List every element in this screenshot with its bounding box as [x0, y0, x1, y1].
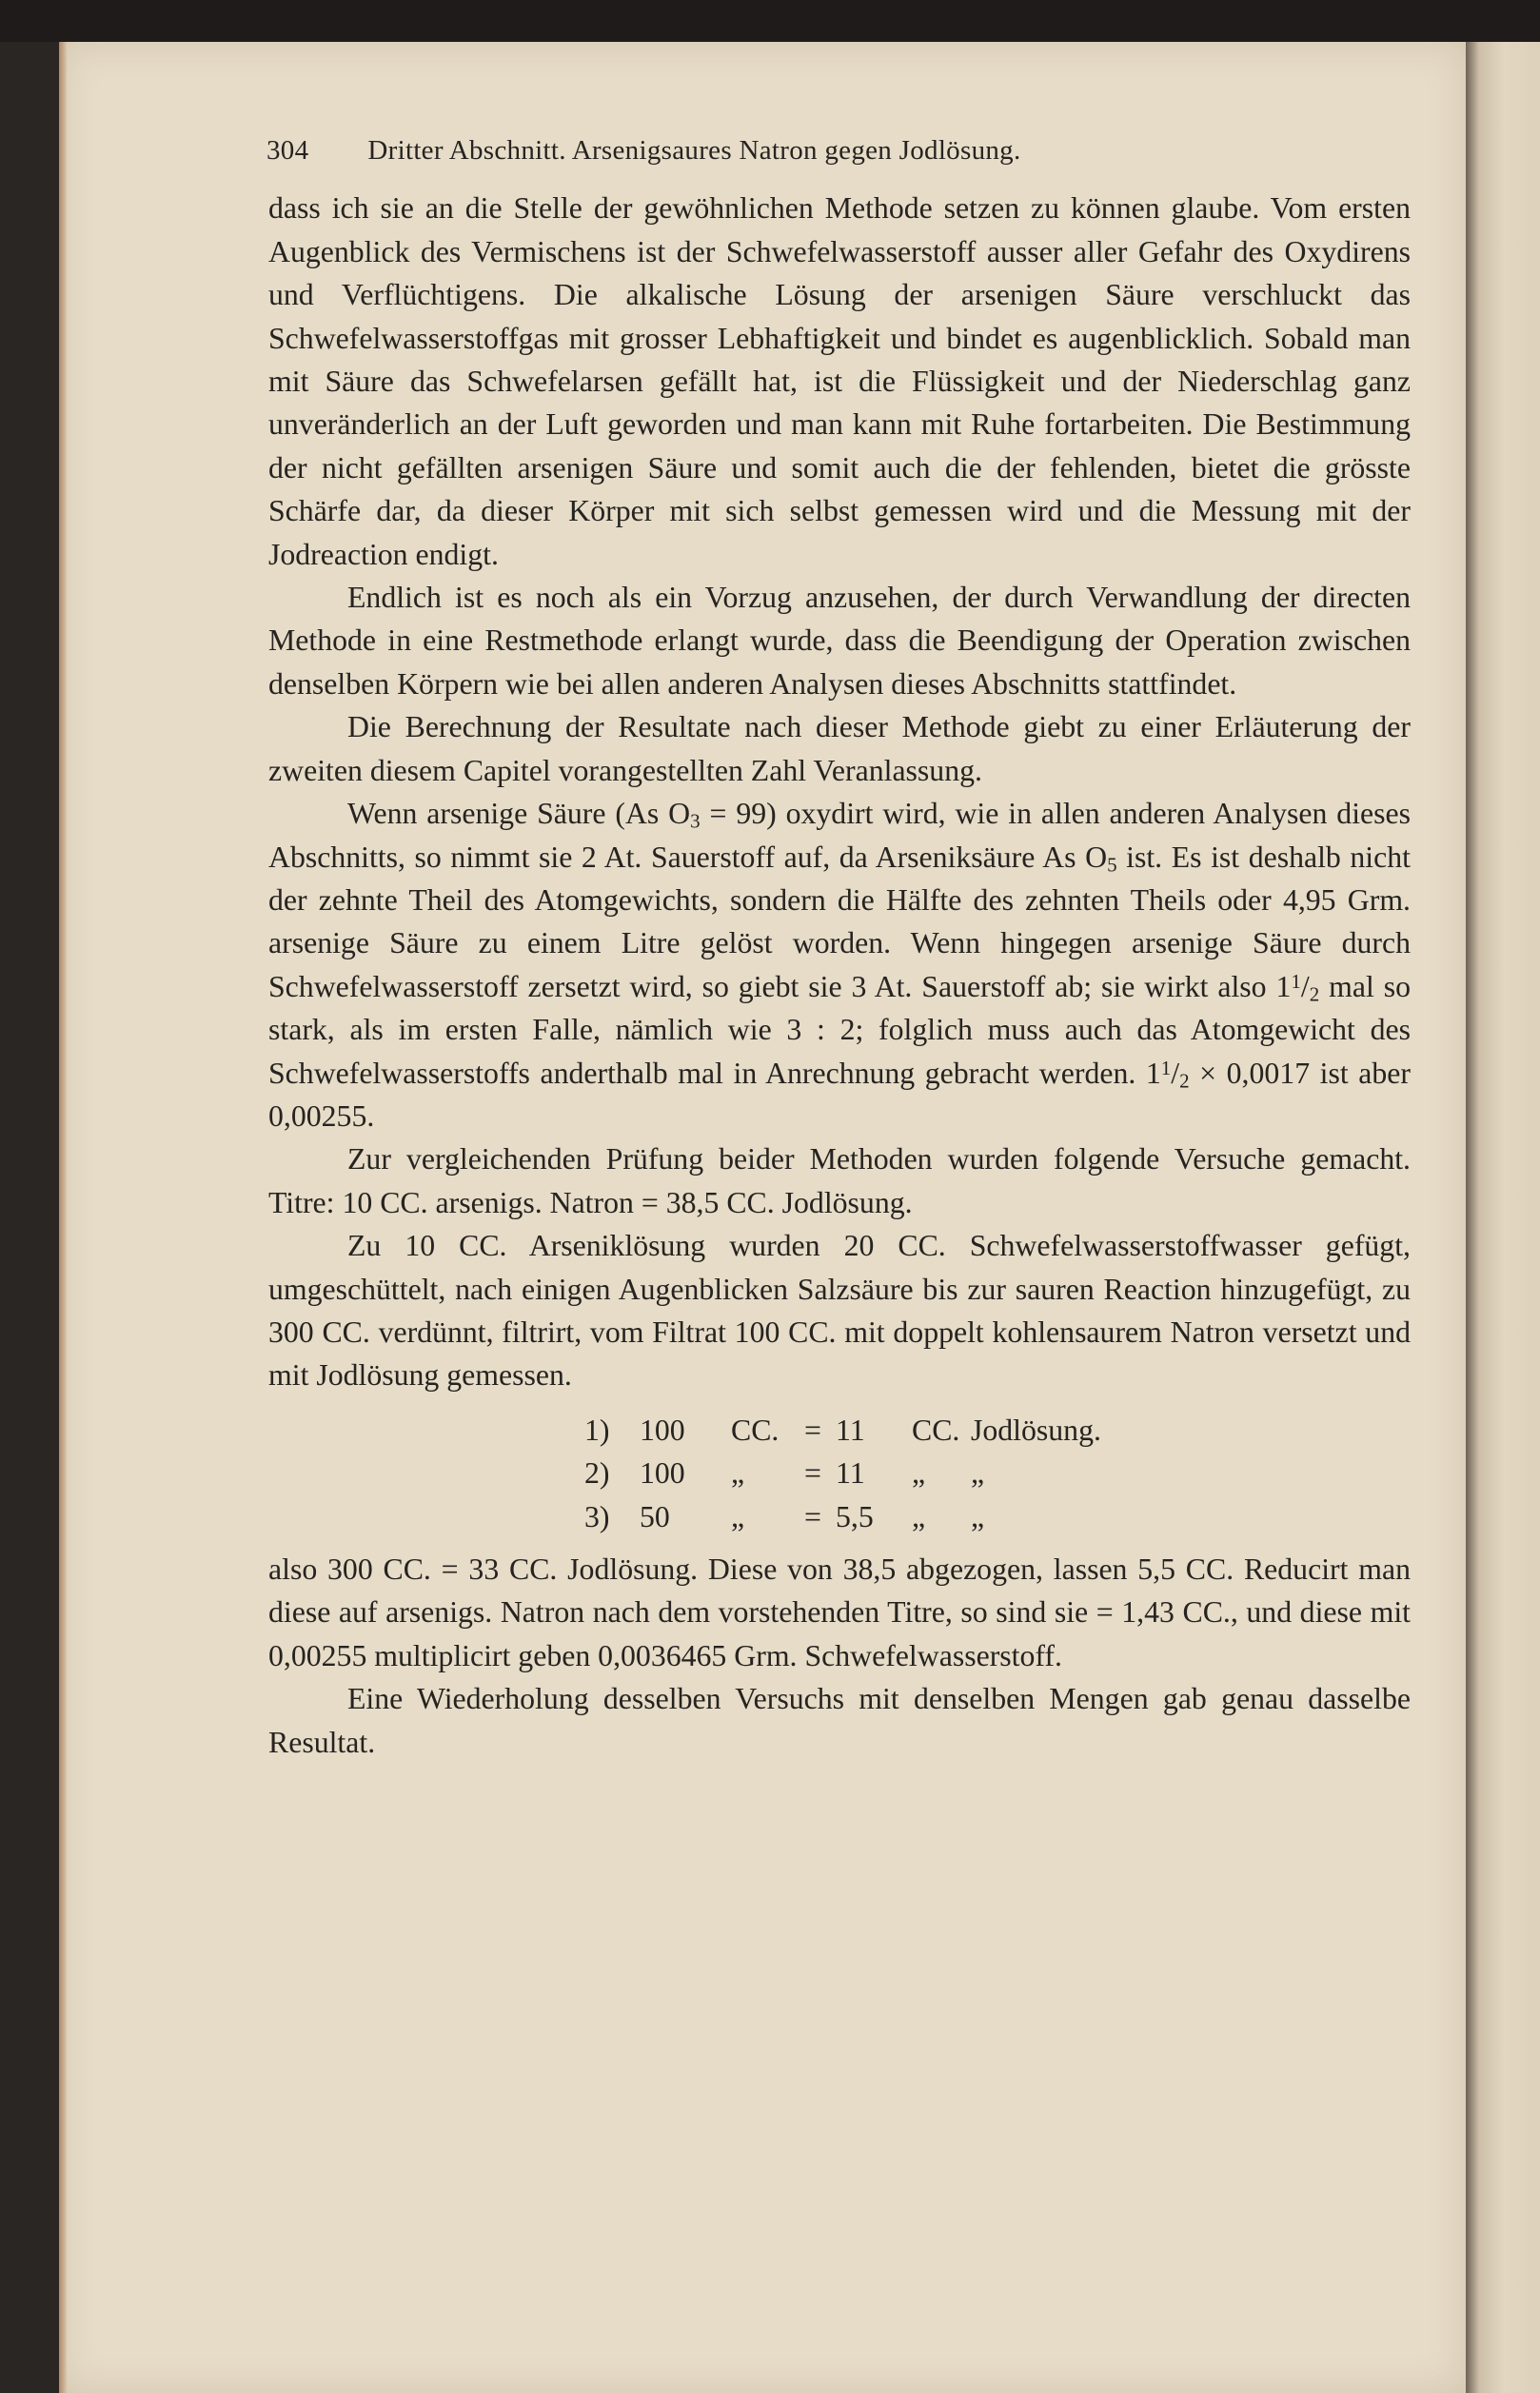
measurement-row	[584, 1495, 1161, 1538]
p4-subscript-1: 3	[690, 809, 701, 833]
measurement-volume: 100	[640, 1456, 685, 1491]
measurement-equals: =	[804, 1499, 821, 1533]
p4-text-1: Wenn arsenige Säure (As O	[347, 797, 691, 831]
p4-text-3: ist. Es ist deshalb nicht der zehnte Theil des Atomgewichts, sondern die Hälfte des zehnten Theils oder 4,95 Grm. arsenige Säure zu einem Litre gelöst worden. Wenn hingegen arsenige Säure durch Schwefelwasserstoff zersetzt wird, so giebt sie 3 At. Sauerstoff ab; sie wirkt also 1	[268, 840, 1411, 1003]
measurement-equals: =	[804, 1413, 821, 1447]
fraction-1-numerator: 1	[1291, 969, 1301, 993]
fraction-1: $^1/_2$	[1291, 969, 1320, 1006]
paragraph-8: Eine Wiederholung desselben Versuchs mit denselben Mengen gab genau dasselbe Resultat.	[268, 1682, 1411, 1759]
p4-text-4: mal so stark, als im ersten Falle, nämlich wie 3 : 2; folglich muss auch das Atomgewicht des Schwefelwasserstoffs anderthalb mal in Anrechnung gebracht werden. 1	[268, 969, 1411, 1090]
measurement-unit: „	[731, 1499, 745, 1533]
adjacent-page-edge	[1466, 42, 1540, 2393]
fraction-2-denominator: 2	[1179, 1069, 1190, 1093]
measurement-equals: =	[804, 1456, 821, 1491]
scan-background	[0, 0, 1540, 42]
fraction-2-numerator: 1	[1160, 1056, 1172, 1079]
measurement-volume: 100	[640, 1413, 685, 1447]
measurement-unit: „	[731, 1456, 745, 1491]
p4-text-5: × 0,0017 ist aber 0,00255.	[268, 1056, 1411, 1133]
paragraph-3: Die Berechnung der Resultate nach dieser Methode giebt zu einer Erläuterung der zweiten diesem Capitel vorangestellten Zahl Veranlassung.	[268, 710, 1411, 787]
measurement-unit: CC.	[731, 1413, 780, 1447]
measurement-number: 3)	[584, 1499, 610, 1533]
measurement-result-unit: „	[912, 1499, 926, 1533]
fraction-1-denominator: 2	[1309, 982, 1320, 1006]
running-head	[268, 129, 1411, 172]
paragraph-7: also 300 CC. = 33 CC. Jodlösung. Diese von 38,5 abgezogen, lassen 5,5 CC. Reducirt man diese auf arsenigs. Natron nach dem vorstehenden Titre, so sind sie = 1,43 CC., und diese mit 0,00255 multiplicirt geben 0,0036465 Grm. Schwefelwasserstoff.	[268, 1552, 1411, 1672]
measurement-result: 5,5	[836, 1499, 874, 1533]
measurement-reagent: „	[971, 1456, 985, 1491]
paragraph-6: Zu 10 CC. Arseniklösung wurden 20 CC. Schwefelwasserstoffwasser gefügt, umgeschüttelt, nach einigen Augenblicken Salzsäure bis zur sauren Reaction hinzugefügt, zu 300 CC. verdünnt, filtrirt, vom Filtrat 100 CC. mit doppelt kohlensaurem Natron versetzt und mit Jodlösung gemessen.	[268, 1229, 1411, 1393]
measurement-number: 2)	[584, 1456, 610, 1491]
paragraph-2: Endlich ist es noch als ein Vorzug anzusehen, der durch Verwandlung der directen Methode in eine Restmethode erlangt wurde, dass die Beendigung der Operation zwischen denselben Körpern wie bei allen anderen Analysen dieses Abschnitts stattfindet.	[268, 581, 1411, 701]
measurement-row	[584, 1452, 1161, 1494]
page-content	[268, 129, 1411, 1764]
measurement-result-unit: „	[912, 1456, 926, 1491]
measurement-result-unit: CC.	[912, 1413, 960, 1447]
p4-subscript-2: 5	[1107, 853, 1117, 877]
page-number: 304	[267, 135, 309, 166]
page-binding-edge	[59, 42, 67, 2393]
paragraph-4	[268, 792, 1411, 1137]
measurement-number: 1)	[584, 1413, 610, 1447]
paragraph-5: Zur vergleichenden Prüfung beider Methoden wurden folgende Versuche gemacht. Titre: 10 CC. arsenigs. Natron = 38,5 CC. Jodlösung.	[268, 1142, 1411, 1219]
running-title: Dritter Abschnitt. Arsenigsaures Natron gegen Jodlösung.	[367, 135, 1021, 166]
measurement-row	[584, 1409, 1161, 1452]
measurement-table	[584, 1409, 1161, 1538]
measurement-volume: 50	[640, 1499, 670, 1533]
measurement-reagent: „	[971, 1499, 985, 1533]
measurement-reagent: Jodlösung.	[971, 1413, 1101, 1447]
measurement-result: 11	[836, 1456, 865, 1491]
fraction-2: $^1/_2$	[1160, 1056, 1190, 1093]
p4-text-2: = 99) oxydirt wird, wie in allen anderen Analysen dieses Abschnitts, so nimmt sie 2 At. Sauerstoff auf, da Arseniksäure As O	[268, 797, 1411, 874]
measurement-result: 11	[836, 1413, 865, 1447]
paragraph-1: dass ich sie an die Stelle der gewöhnlichen Methode setzen zu können glaube. Vom ersten Augenblick des Vermischens ist der Schwefelwasserstoff ausser aller Gefahr des Oxydirens und Verflüchtigens. Die alkalische Lösung der arsenigen Säure verschluckt das Schwefelwasserstoffgas mit grosser Lebhaftigkeit und bindet es augenblicklich. Sobald man mit Säure das Schwefelarsen gefällt hat, ist die Flüssigkeit und der Niederschlag ganz unveränderlich an der Luft geworden und man kann mit Ruhe fortarbeiten. Die Bestimmung der nicht gefällten arsenigen Säure und somit auch die der fehlenden, bietet die grösste Schärfe dar, da dieser Körper mit sich selbst gemessen wird und die Messung mit der Jodreaction endigt.	[268, 191, 1411, 571]
